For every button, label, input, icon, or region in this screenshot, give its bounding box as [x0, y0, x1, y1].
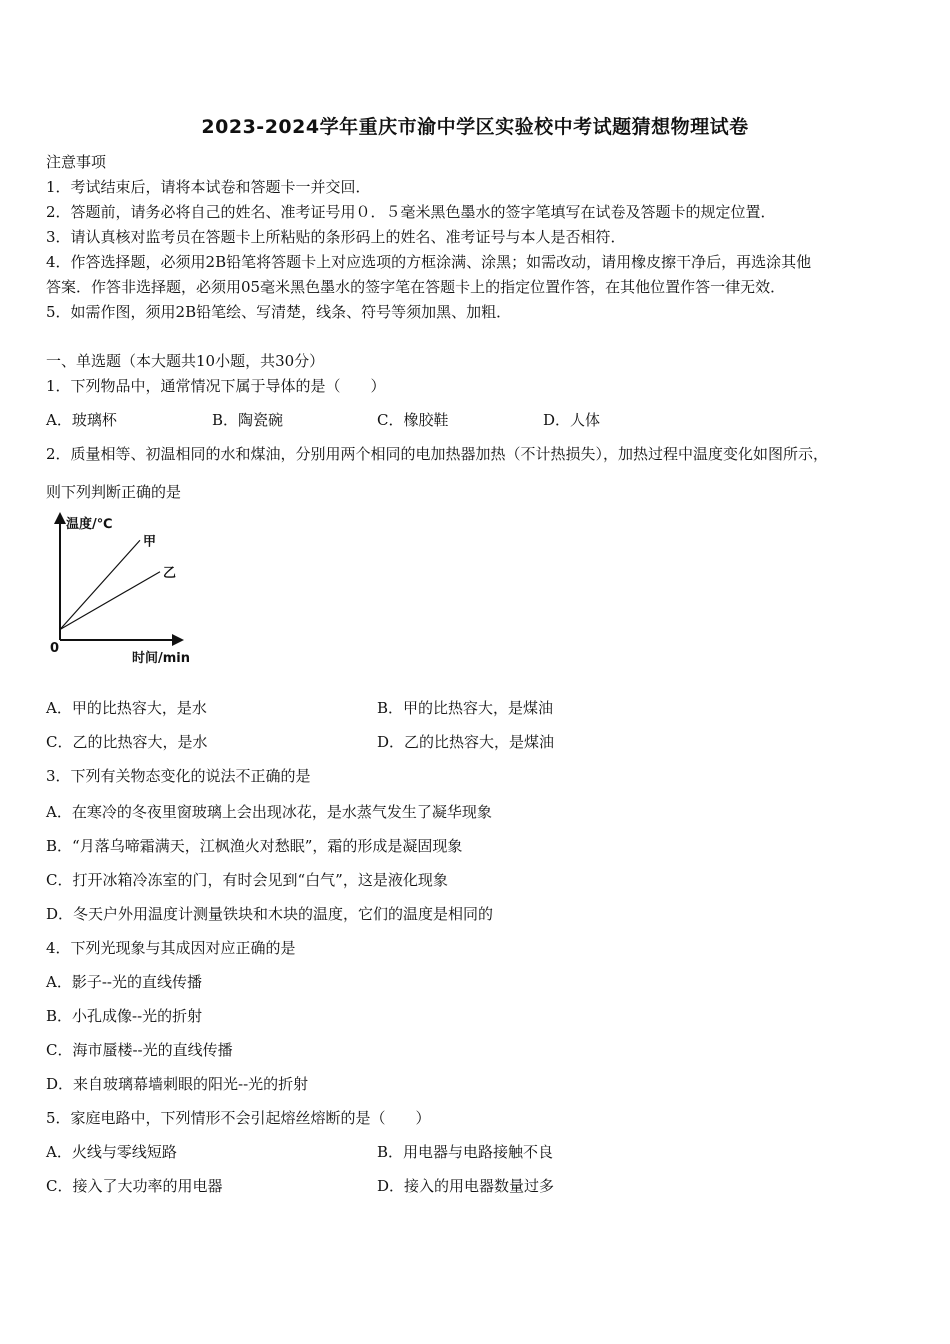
q4-option-c[interactable]: C．海市蜃楼--光的直线传播	[46, 1041, 233, 1059]
q4-option-b[interactable]: B．小孔成像--光的折射	[46, 1007, 203, 1025]
q5-option-c[interactable]: C．接入了大功率的用电器	[46, 1177, 223, 1195]
q2-option-a[interactable]: A．甲的比热容大，是水	[46, 699, 207, 717]
q3-option-a[interactable]: A．在寒冷的冬夜里窗玻璃上会出现冰花，是水蒸气发生了凝华现象	[46, 803, 492, 821]
temperature-time-graph	[40, 508, 220, 668]
series-label-jia: 甲	[143, 534, 157, 550]
q3-option-b[interactable]: B．“月落乌啼霜满天，江枫渔火对愁眠”，霜的形成是凝固现象	[46, 837, 463, 855]
question-5-stem: 5．家庭电路中，下列情形不会引起熔丝熔断的是（ ）	[46, 1109, 431, 1127]
q2-option-c[interactable]: C．乙的比热容大，是水	[46, 733, 208, 751]
q2-option-b[interactable]: B．甲的比热容大，是煤油	[377, 699, 554, 717]
q2-option-d[interactable]: D．乙的比热容大，是煤油	[377, 733, 555, 751]
y-axis-label: 温度/℃	[66, 517, 113, 532]
q1-option-d[interactable]: D．人体	[543, 411, 601, 429]
question-2-stem-cont: 则下列判断正确的是	[46, 483, 182, 501]
y-axis-arrow	[54, 512, 66, 524]
q4-option-a[interactable]: A．影子--光的直线传播	[46, 973, 202, 991]
q3-option-c[interactable]: C．打开冰箱冷冻室的门，有时会见到“白气”，这是液化现象	[46, 871, 448, 889]
q5-option-d[interactable]: D．接入的用电器数量过多	[377, 1177, 555, 1195]
notice-item: 1．考试结束后，请将本试卷和答题卡一并交回．	[46, 178, 371, 196]
x-axis-label: 时间/min	[132, 651, 191, 666]
q1-option-a[interactable]: A．玻璃杯	[46, 411, 117, 429]
series-label-yi: 乙	[163, 565, 177, 581]
q1-option-c[interactable]: C．橡胶鞋	[377, 411, 449, 429]
question-1-stem: 1．下列物品中，通常情况下属于导体的是（ ）	[46, 377, 386, 395]
series-line-jia	[60, 540, 140, 629]
section-heading: 一、单选题（本大题共10小题，共30分）	[46, 352, 325, 370]
page-title: 2023-2024学年重庆市渝中学区实验校中考试题猜想物理试卷	[201, 116, 749, 138]
question-3-stem: 3．下列有关物态变化的说法不正确的是	[46, 767, 311, 785]
q5-option-b[interactable]: B．用电器与电路接触不良	[377, 1143, 554, 1161]
q4-option-d[interactable]: D．来自玻璃幕墙刺眼的阳光--光的折射	[46, 1075, 309, 1093]
question-2-stem: 2．质量相等、初温相同的水和煤油，分别用两个相同的电加热器加热（不计热损失），加热过程中温度变化如图所示，	[46, 445, 829, 463]
notice-item: 5．如需作图，须用2B铅笔绘、写清楚，线条、符号等须加黑、加粗．	[46, 303, 512, 321]
x-axis-arrow	[172, 634, 184, 646]
origin-label: 0	[50, 641, 60, 656]
series-line-yi	[60, 572, 160, 630]
notice-heading: 注意事项	[46, 153, 107, 171]
q5-option-a[interactable]: A．火线与零线短路	[46, 1143, 177, 1161]
notice-item: 3．请认真核对监考员在答题卡上所粘贴的条形码上的姓名、准考证号与本人是否相符．	[46, 228, 626, 246]
q3-option-d[interactable]: D．冬天户外用温度计测量铁块和木块的温度，它们的温度是相同的	[46, 905, 494, 923]
notice-item: 2．答题前，请务必将自己的姓名、准考证号用０．５毫米黑色墨水的签字笔填写在试卷及答题卡的规定位置．	[46, 203, 776, 221]
q1-option-b[interactable]: B．陶瓷碗	[212, 411, 284, 429]
notice-item: 4．作答选择题，必须用2B铅笔将答题卡上对应选项的方框涂满、涂黑；如需改动，请用橡皮擦干净后，再选涂其他	[46, 253, 812, 271]
question-4-stem: 4．下列光现象与其成因对应正确的是	[46, 939, 296, 957]
notice-item: 答案．作答非选择题，必须用05毫米黑色墨水的签字笔在答题卡上的指定位置作答，在其他位置作答一律无效．	[46, 278, 786, 296]
